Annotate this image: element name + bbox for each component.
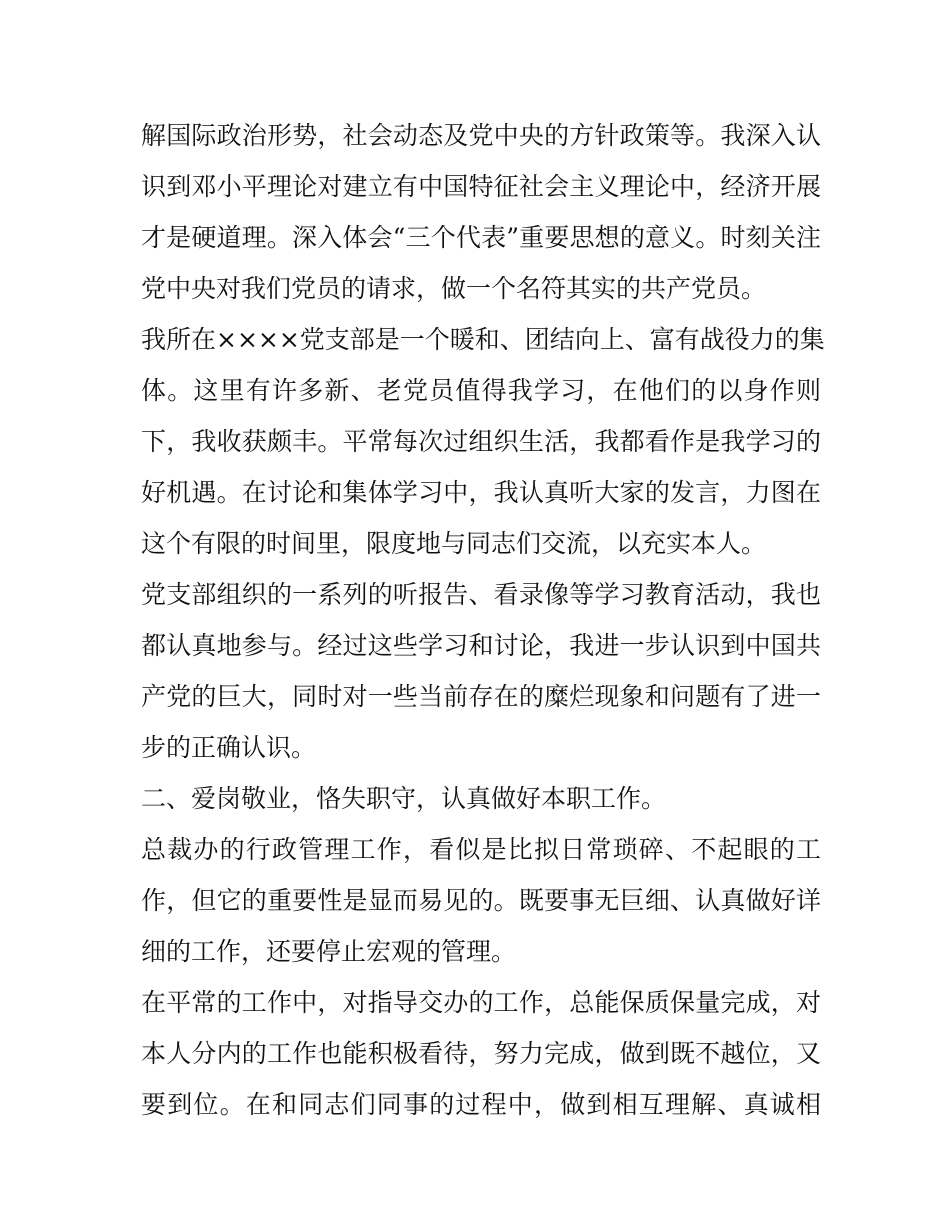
- text-line: 体。这里有许多新、老党员值得我学习，在他们的以身作则: [141, 376, 821, 405]
- text-line: 产党的巨大，同时对一些当前存在的糜烂现象和问题有了进一: [141, 682, 821, 711]
- section-heading: 二、爱岗敬业，恪失职守，认真做好本职工作。: [141, 784, 667, 813]
- text-line: 细的工作，还要停止宏观的管理。: [141, 937, 517, 966]
- text-line: 我所在××××党支部是一个暖和、团结向上、富有战役力的集: [141, 325, 825, 354]
- text-line: 本人分内的工作也能积极看待，努力完成，做到既不越位，又: [141, 1039, 821, 1068]
- text-line: 这个有限的时间里，限度地与同志们交流，以充实本人。: [141, 529, 767, 558]
- text-line: 解国际政治形势，社会动态及党中央的方针政策等。我深入认: [141, 121, 821, 150]
- text-line: 都认真地参与。经过这些学习和讨论，我进一步认识到中国共: [141, 631, 821, 660]
- text-line: 要到位。在和同志们同事的过程中，做到相互理解、真诚相: [141, 1090, 821, 1119]
- text-line: 作，但它的重要性是显而易见的。既要事无巨细、认真做好详: [141, 886, 821, 915]
- text-line: 才是硬道理。深入体会“三个代表”重要思想的意义。时刻关注: [141, 223, 821, 252]
- text-line: 党中央对我们党员的请求，做一个名符其实的共产党员。: [141, 274, 767, 303]
- text-line: 下，我收获颇丰。平常每次过组织生活，我都看作是我学习的: [141, 427, 821, 456]
- text-line: 识到邓小平理论对建立有中国特征社会主义理论中，经济开展: [141, 172, 821, 201]
- body-text: [141, 110, 825, 1130]
- text-line: 好机遇。在讨论和集体学习中，我认真听大家的发言，力图在: [141, 478, 821, 507]
- text-line: 在平常的工作中，对指导交办的工作，总能保质保量完成，对: [141, 988, 821, 1017]
- text-line: 党支部组织的一系列的听报告、看录像等学习教育活动，我也: [141, 580, 821, 609]
- text-line: 步的正确认识。: [141, 733, 317, 762]
- text-line: 总裁办的行政管理工作，看似是比拟日常琐碎、不起眼的工: [141, 835, 821, 864]
